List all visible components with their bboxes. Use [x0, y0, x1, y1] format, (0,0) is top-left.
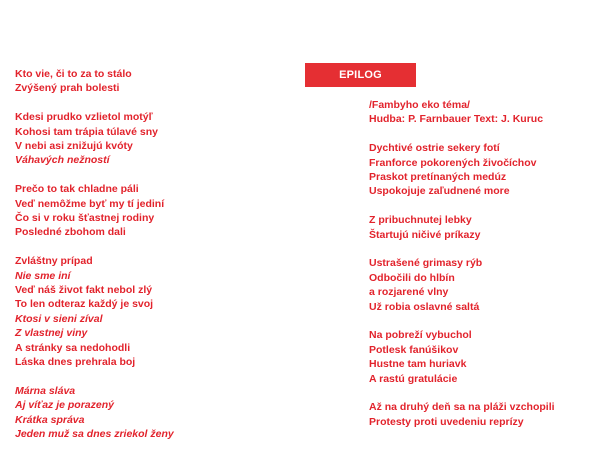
right-lyrics-column [369, 98, 594, 444]
lyric-line: /Fambyho eko téma/ [369, 99, 470, 111]
lyric-line: Kdesi prudko vzlietol motýľ [15, 111, 153, 124]
lyric-line: Z vlastnej viny [15, 327, 88, 340]
lyric-line: Krátka správa [15, 413, 85, 426]
lyric-line: a rozjarené vlny [369, 286, 449, 299]
lyric-line: Veď náš život fakt nebol zlý [15, 284, 153, 297]
lyric-line: Uspokojuje zaľudnené more [369, 185, 510, 198]
lyric-line: Posledné zbohom dali [15, 226, 126, 239]
lyric-line: Potlesk fanúšikov [369, 343, 459, 356]
lyric-line: Čo si v roku šťastnej rodiny [15, 212, 155, 225]
lyric-line: Praskot pretínaných medúz [369, 171, 507, 184]
lyric-line: Jeden muž sa dnes zriekol ženy [15, 428, 174, 441]
lyric-line: V nebi asi znižujú kvóty [15, 140, 133, 153]
lyric-line: Odbočili do hlbín [369, 271, 455, 284]
lyric-line: Franforce pokorených živočíchov [369, 156, 537, 169]
epilog-label: EPILOG [339, 69, 382, 81]
lyric-line: Váhavých nežností [15, 154, 110, 167]
left-lyrics-column [15, 67, 295, 456]
lyric-line: Márna sláva [15, 384, 76, 397]
lyric-line: To len odteraz každý je svoj [15, 298, 154, 311]
lyric-line: Hustne tam huriavk [369, 358, 467, 371]
stanza [369, 141, 594, 199]
lyric-line: Dychtivé ostrie sekery fotí [369, 142, 500, 155]
lyric-line: Už robia oslavné saltá [369, 300, 480, 313]
lyric-line: Láska dnes prehrala boj [15, 356, 136, 369]
lyric-line: Hudba: P. Farnbauer Text: J. Kuruc [369, 113, 544, 126]
lyric-line: Štartujú ničivé príkazy [369, 228, 481, 241]
stanza [369, 256, 594, 314]
lyric-line: Veď nemôžme byť my tí jediní [15, 197, 165, 210]
stanza [15, 384, 295, 442]
lyric-line: Kohosi tam trápia túlavé sny [15, 125, 158, 138]
stanza [15, 254, 295, 369]
lyric-line: Kto vie, či to za to stálo [15, 68, 132, 80]
lyric-line: Až na druhý deň sa na pláži vzchopili [369, 401, 555, 414]
stanza [369, 400, 594, 429]
stanza [369, 98, 594, 127]
lyric-line: Prečo to tak chladne páli [15, 183, 139, 196]
stanza [15, 110, 295, 168]
lyric-line: Protesty proti uvedeniu reprízy [369, 415, 524, 428]
stanza [369, 213, 594, 242]
lyric-line: A rastú gratulácie [369, 372, 458, 385]
stanza [15, 67, 295, 96]
lyric-line: Z pribuchnutej lebky [369, 214, 472, 227]
epilog-heading [305, 63, 416, 87]
stanza [15, 182, 295, 240]
lyric-line: Aj víťaz je porazený [15, 399, 114, 412]
lyric-line: Nie sme iní [15, 269, 71, 282]
lyric-line: Zvláštny prípad [15, 255, 93, 268]
lyric-line: Zvýšený prah bolesti [15, 82, 120, 95]
lyric-line: Ustrašené grimasy rýb [369, 257, 483, 270]
stanza [369, 328, 594, 386]
lyric-line: Na pobreží vybuchol [369, 329, 472, 342]
lyric-line: A stránky sa nedohodli [15, 341, 131, 354]
lyric-line: Ktosi v sieni zíval [15, 312, 103, 325]
